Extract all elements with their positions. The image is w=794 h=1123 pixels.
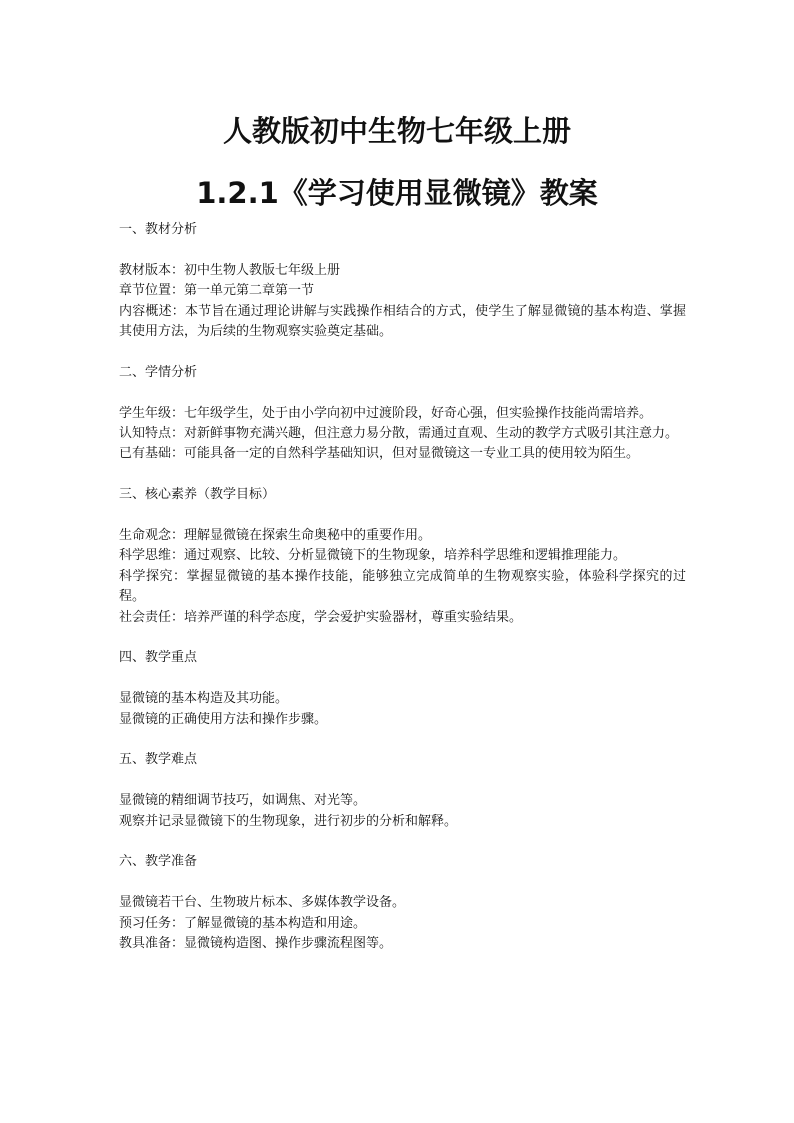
paragraph: 显微镜的精细调节技巧，如调焦、对光等。 [119,793,367,809]
section-teaching-preparation [119,852,686,954]
paragraph: 显微镜若干台、生物玻片标本、多媒体教学设备。 [119,895,406,911]
paragraph: 显微镜的正确使用方法和操作步骤。 [119,711,328,727]
paragraph: 教材版本：初中生物人教版七年级上册 [119,262,341,278]
section-textbook-analysis [119,220,686,363]
paragraph: 认知特点：对新鲜事物充满兴趣，但注意力易分散，需通过直观、生动的教学方式吸引其注意力。 [119,426,679,442]
paragraph: 教具准备：显微镜构造图、操作步骤流程图等。 [119,936,393,952]
paragraph: 预习任务：了解显微镜的基本构造和用途。 [119,915,367,931]
paragraph: 生命观念：理解显微镜在探索生命奥秘中的重要作用。 [119,528,432,544]
section-teaching-difficulties [119,750,686,852]
document-title: 人教版初中生物七年级上册 [222,114,571,148]
section-heading: 六、教学准备 [119,854,198,870]
paragraph: 已有基础：可能具备一定的自然科学基础知识，但对显微镜这一专业工具的使用较为陌生。 [119,446,640,462]
paragraph: 显微镜的基本构造及其功能。 [119,691,289,707]
paragraph: 章节位置：第一单元第二章第一节 [119,283,315,299]
section-heading: 二、学情分析 [119,364,198,380]
paragraph: 科学思维：通过观察、比较、分析显微镜下的生物现象，培养科学思维和逻辑推理能力。 [119,548,627,564]
paragraph: 内容概述：本节旨在通过理论讲解与实践操作相结合的方式，使学生了解显微镜的基本构造、掌握其使用方法，为后续的生物观察实验奠定基础。 [119,303,686,340]
section-teaching-focus [119,648,686,750]
paragraph: 科学探究：掌握显微镜的基本操作技能，能够独立完成简单的生物观察实验，体验科学探究的过程。 [119,568,686,605]
section-heading: 一、教材分析 [119,222,198,237]
paragraph: 社会责任：培养严谨的科学态度，学会爱护实验器材，尊重实验结果。 [119,609,523,625]
section-core-competencies [119,485,686,648]
paragraph: 观察并记录显微镜下的生物现象，进行初步的分析和解释。 [119,813,458,829]
paragraph: 学生年级：七年级学生，处于由小学向初中过渡阶段，好奇心强，但实验操作技能尚需培养。 [119,405,653,421]
section-learner-analysis [119,363,686,485]
section-heading: 三、核心素养（教学目标） [119,487,276,503]
document-body [119,220,686,954]
section-heading: 五、教学难点 [119,752,198,768]
section-heading: 四、教学重点 [119,650,198,666]
document-subtitle: 1.2.1《学习使用显微镜》教案 [196,176,598,210]
